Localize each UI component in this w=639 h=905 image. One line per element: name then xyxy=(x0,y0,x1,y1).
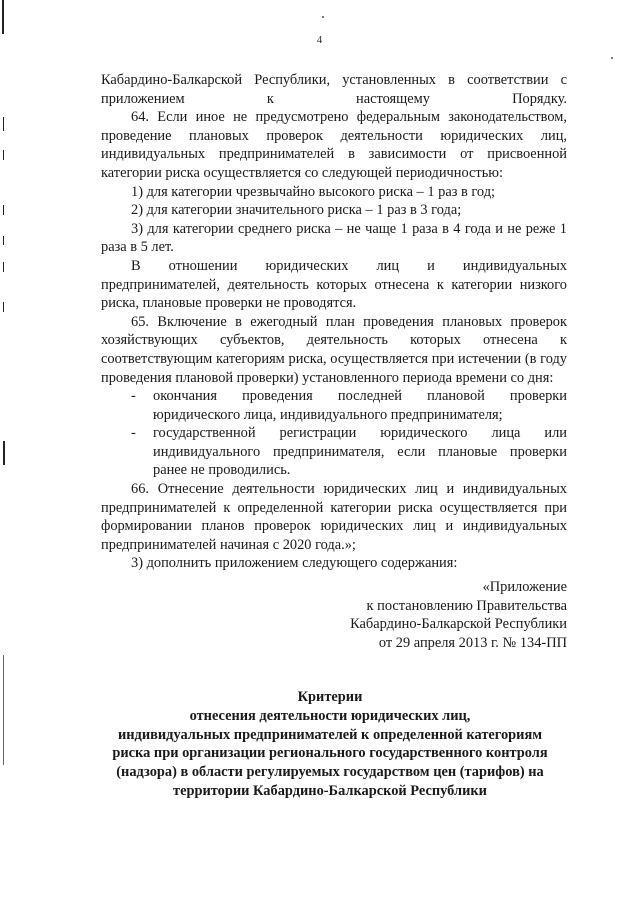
body-text xyxy=(101,71,567,573)
appendix-line: Кабардино-Балкарской Республики xyxy=(350,616,567,633)
dash-item xyxy=(101,387,567,424)
criteria-line: отнесения деятельности юридических лиц, xyxy=(189,707,471,724)
paragraph: 3) дополнить приложением следующего содержания: xyxy=(131,555,458,572)
criteria-line: (надзора) в области регулируемых государством цен (тарифов) на xyxy=(116,764,544,781)
criteria-line: индивидуальных предпринимателей к определенной категориям xyxy=(117,726,543,743)
list-item: 3) для категории среднего риска – не чаще 1 раза в 4 года и не реже 1 раза в 5 лет. xyxy=(101,220,567,256)
list-item: 1) для категории чрезвычайно высокого риска – 1 раз в год; xyxy=(131,183,496,200)
paragraph: Кабардино-Балкарской Республики, установленных в соответствии с приложением к настоящему Порядку. xyxy=(101,72,567,107)
scan-margin-mark xyxy=(3,117,4,131)
page-number: 4 xyxy=(316,34,323,46)
scan-margin-mark xyxy=(3,236,4,245)
dash-marker: - xyxy=(131,425,136,442)
scan-margin-mark xyxy=(3,205,4,215)
appendix-line: «Приложение xyxy=(482,579,567,595)
scan-margin-mark xyxy=(3,302,4,312)
dash-text xyxy=(153,424,567,480)
list-item: 2) для категории значительного риска – 1 раз в 3 года; xyxy=(131,202,462,219)
criteria-title: Критерии xyxy=(297,689,363,705)
scan-margin-mark xyxy=(3,150,4,160)
criteria-line: риска при организации регионального государственного контроля xyxy=(112,745,548,762)
scan-speck xyxy=(322,16,324,18)
paragraph-64: 64. Если иное не предусмотрено федеральным законодательством, проведение плановых проверок деятельности юридических лиц, индивидуальных предпринимателей в зависимости от присвоенной категории риска осуществляется со следующей периодичностью: xyxy=(101,109,567,181)
appendix-header xyxy=(350,578,567,652)
paragraph-65: 65. Включение в ежегодный план проведения плановых проверок хозяйствующих субъектов, деятельность которых отнесена к соответствующим категориям риска, осуществляется при истечении (в году проведения плановой проверки) установленного периода времени со дня: xyxy=(101,313,567,386)
dash-text-content: государственной регистрации юридического лица или индивидуального предпринимателя, если плановые проверки ранее не проводились. xyxy=(153,425,567,479)
criteria-line: территории Кабардино-Балкарской Республики xyxy=(173,782,487,799)
dash-text xyxy=(153,387,567,424)
dash-marker: - xyxy=(131,388,136,405)
scan-margin-mark xyxy=(3,441,5,465)
dash-text-content: окончания проведения последней плановой проверки юридического лица, индивидуального предпринимателя; xyxy=(153,388,567,423)
scan-margin-mark xyxy=(3,262,4,272)
appendix-line: от 29 апреля 2013 г. № 134-ПП xyxy=(378,634,567,651)
paragraph: В отношении юридических лиц и индивидуальных предпринимателей, деятельность которых отнесена к категории низкого риска, плановые проверки не проводятся. xyxy=(101,257,567,312)
appendix-line: к постановлению Правительства xyxy=(366,597,567,614)
scan-margin-mark xyxy=(2,0,4,34)
dash-item xyxy=(101,424,567,480)
paragraph-66: 66. Отнесение деятельности юридических лиц и индивидуальных предпринимателей к определенной категории риска осуществляется при формировании планов проверок юридических лиц и индивидуальных предпринимателей начиная с 2020 года.»; xyxy=(101,481,567,553)
scan-speck xyxy=(611,57,613,59)
criteria-heading xyxy=(90,688,570,801)
scan-margin-mark xyxy=(3,655,4,765)
